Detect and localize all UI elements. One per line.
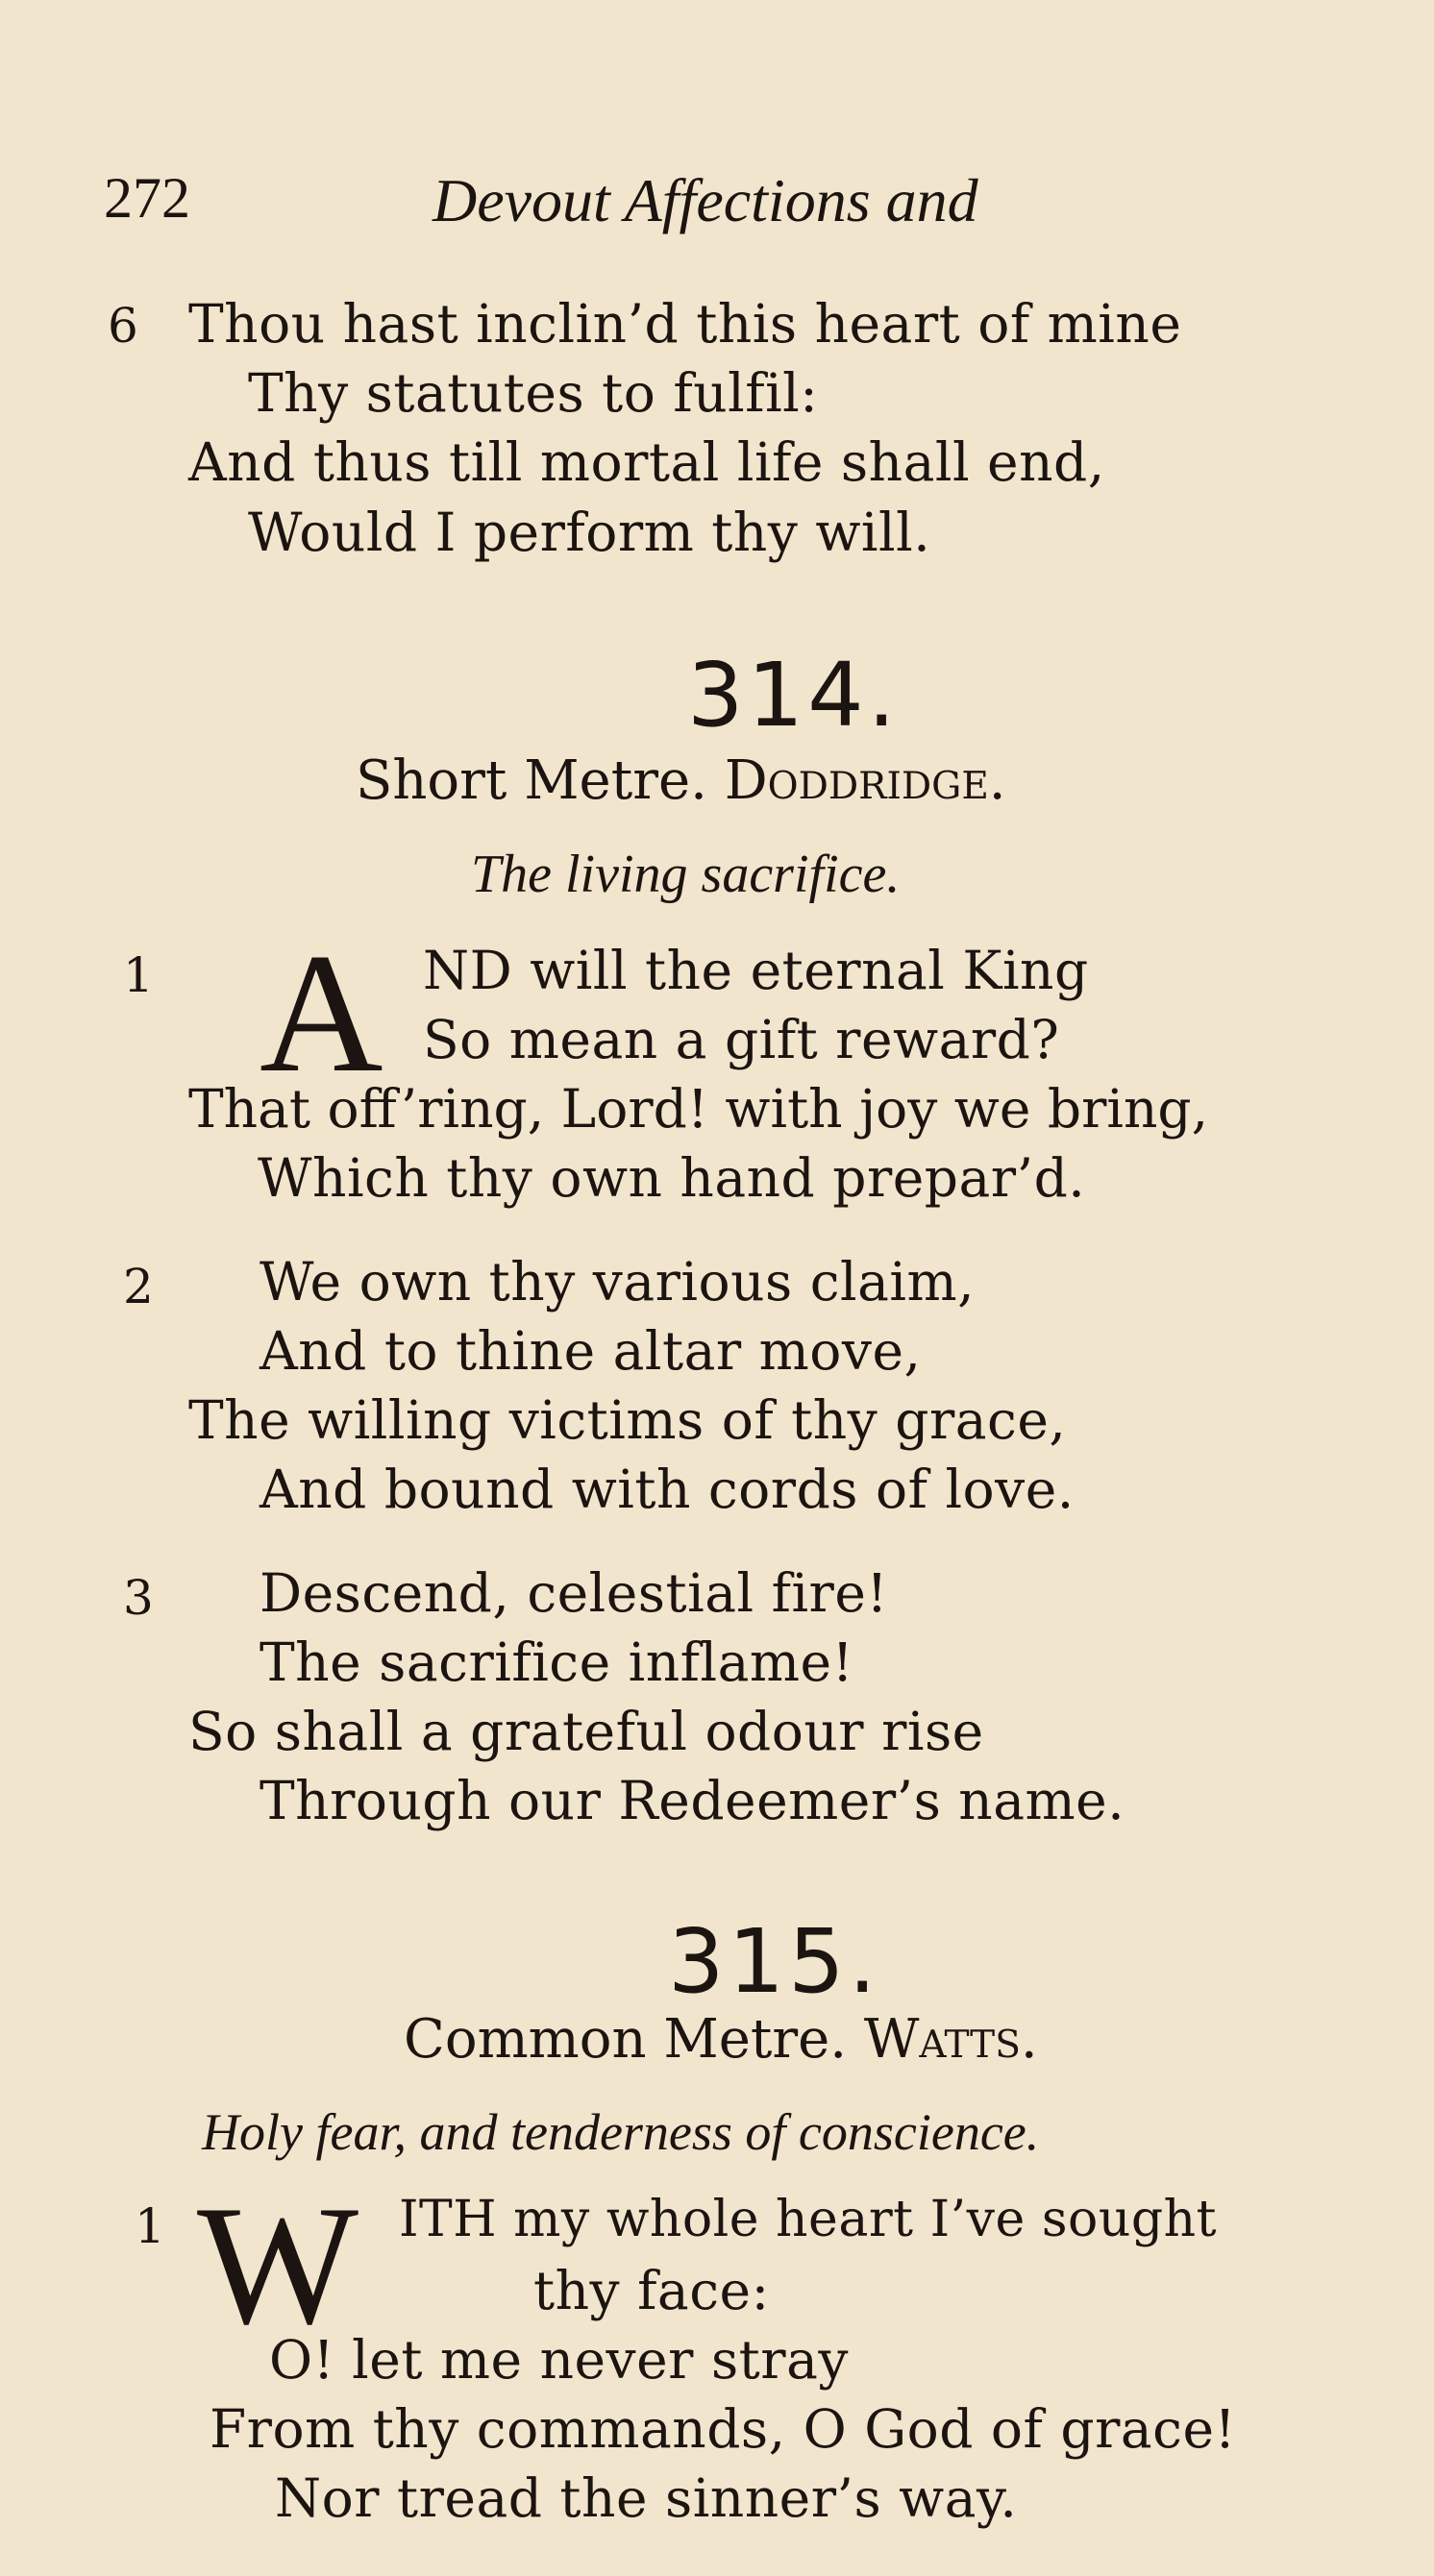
hymn-author: Watts. xyxy=(863,2008,1038,2071)
verse-line: That off’ring, Lord! with joy we bring, xyxy=(188,1078,1209,1140)
verse-line: And bound with cords of love. xyxy=(260,1459,1075,1520)
verse-line: O! let me never stray xyxy=(269,2329,849,2391)
verse-line: Thou hast inclin’d this heart of mine xyxy=(188,293,1182,355)
hymn-title: Holy fear, and tenderness of conscience. xyxy=(202,2103,1040,2161)
verse-number: 6 xyxy=(108,298,138,354)
verse-line: thy face: xyxy=(533,2260,770,2321)
verse-line: So mean a gift reward? xyxy=(423,1009,1060,1070)
hymn-number: 315. xyxy=(668,1910,880,2013)
verse-line: So shall a grateful odour rise xyxy=(188,1701,984,1762)
hymn-metre-line xyxy=(404,2008,1038,2071)
running-title: Devout Affections and xyxy=(433,166,978,234)
verse-line: And thus till mortal life shall end, xyxy=(188,431,1105,493)
page-number: 272 xyxy=(104,166,190,230)
verse-line: And to thine altar move, xyxy=(260,1320,922,1382)
verse-line: Thy statutes to fulfil: xyxy=(248,362,819,424)
verse-line: The willing victims of thy grace, xyxy=(188,1389,1067,1451)
drop-cap: A xyxy=(260,918,383,1108)
verse-line: ITH my whole heart I’ve sought xyxy=(399,2191,1218,2248)
verse-line: ND will the eternal King xyxy=(423,940,1089,1001)
verse-number: 1 xyxy=(135,2198,165,2254)
verse-line: From thy commands, O God of grace! xyxy=(210,2398,1237,2460)
verse-line: Which thy own hand prepar’d. xyxy=(258,1147,1086,1209)
hymn-metre: Common Metre. xyxy=(404,2008,848,2071)
hymn-metre-line xyxy=(356,749,1006,812)
verse-line: Nor tread the sinner’s way. xyxy=(275,2467,1018,2529)
verse-number: 2 xyxy=(123,1259,154,1314)
drop-cap: W xyxy=(197,2170,359,2360)
hymn-number: 314. xyxy=(687,644,900,747)
hymn-metre: Short Metre. xyxy=(356,749,707,812)
verse-line: Would I perform thy will. xyxy=(248,502,931,563)
hymn-title: The living sacrifice. xyxy=(471,845,901,904)
hymn-author: Doddridge. xyxy=(724,749,1006,812)
verse-line: We own thy various claim, xyxy=(260,1251,976,1313)
verse-number: 1 xyxy=(123,947,154,1003)
verse-line: The sacrifice inflame! xyxy=(260,1631,854,1693)
verse-line: Through our Redeemer’s name. xyxy=(260,1770,1125,1831)
verse-line: Descend, celestial fire! xyxy=(260,1562,888,1624)
verse-number: 3 xyxy=(123,1570,154,1626)
